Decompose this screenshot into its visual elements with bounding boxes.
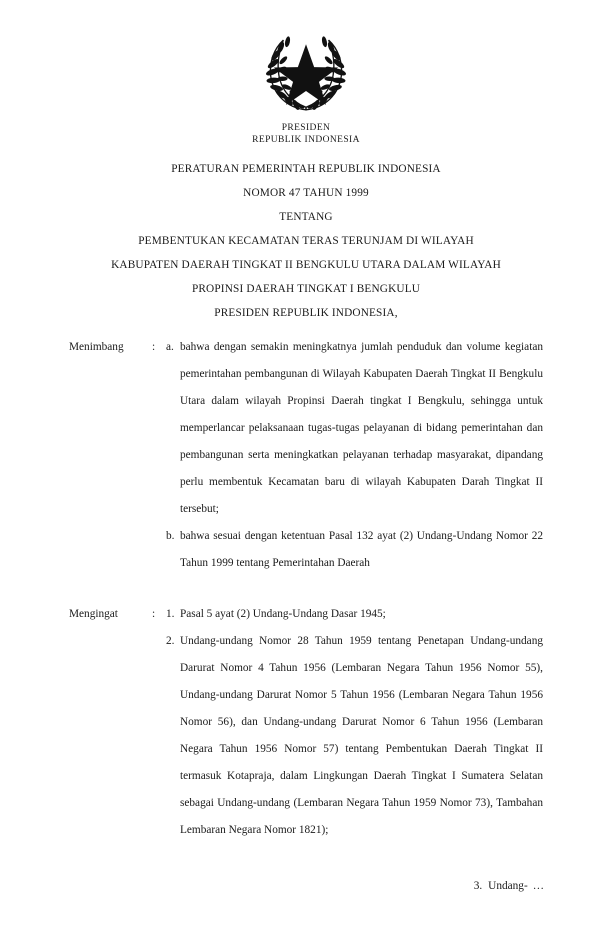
- title-issuer: PRESIDEN REPUBLIK INDONESIA,: [214, 307, 398, 319]
- catchword-number: 3.: [473, 880, 483, 892]
- menimbang-marker-b: b.: [166, 530, 175, 542]
- catchword-ellipsis: …: [532, 880, 545, 892]
- menimbang-label: Menimbang: [69, 341, 124, 353]
- emblem-caption-line2: REPUBLIK INDONESIA: [252, 135, 360, 145]
- mengingat-item-1: [69, 601, 543, 628]
- mengingat-section: [69, 601, 543, 844]
- mengingat-marker-2: 2.: [166, 635, 175, 647]
- menimbang-colon: :: [152, 341, 156, 353]
- menimbang-section: [69, 334, 543, 577]
- mengingat-text-1: Pasal 5 ayat (2) Undang-Undang Dasar 1945;: [180, 608, 386, 620]
- page-catchword: [0, 878, 545, 894]
- menimbang-item-b: [69, 523, 543, 577]
- title-regulation-type: PERATURAN PEMERINTAH REPUBLIK INDONESIA: [171, 163, 441, 175]
- emblem-caption-line1: PRESIDEN: [281, 123, 331, 133]
- menimbang-text-a: bahwa dengan semakin meningkatnya jumlah penduduk dan volume kegiatan pemerintahan pembangunan di Wilayah Kabupaten Daerah Tingkat II Bengkulu Utara dalam wilayah Propinsi Daerah tingkat I Bengkulu, sehingga untuk memperlancar pelaksanaan tugas-tugas pelayanan di bidang pemerintahan dan pembangunan serta meningkatkan pelayanan terhadap masyarakat, dipandang perlu membentuk Kecamatan baru di wilayah Kabupaten Darah Tingkat II tersebut;: [180, 341, 543, 515]
- menimbang-text-b: bahwa sesuai dengan ketentuan Pasal 132 ayat (2) Undang-Undang Nomor 22 Tahun 1999 tentang Pemerintahan Daerah: [180, 530, 543, 569]
- letterhead: [0, 30, 612, 146]
- title-subject-line1: PEMBENTUKAN KECAMATAN TERAS TERUNJAM DI WILAYAH: [138, 235, 474, 247]
- title-subject-line3: PROPINSI DAERAH TINGKAT I BENGKULU: [191, 283, 421, 295]
- indonesian-presidential-star-wreath-emblem: [263, 30, 349, 114]
- mengingat-item-2: [69, 628, 543, 844]
- menimbang-item-a: [69, 334, 543, 523]
- mengingat-text-2: Undang-undang Nomor 28 Tahun 1959 tentang Penetapan Undang-undang Darurat Nomor 4 Tahun 1956 (Lembaran Negara Tahun 1956 Nomor 55), Undang-undang Darurat Nomor 5 Tahun 1956 (Lembaran Negara Tahun 1956 Nomor 56), dan Undang-undang Darurat Nomor 6 Tahun 1956 (Lembaran Negara Tahun 1956 Nomor 57) tentang Pembentukan Daerah Tingkat II termasuk Kotapraja, dalam Lingkungan Daerah Tingkat I Sumatera Selatan sebagai Undang-undang (Lembaran Negara Tahun 1959 Nomor 73), Tambahan Lembaran Negara Nomor 1821);: [180, 635, 543, 836]
- mengingat-marker-1: 1.: [166, 608, 175, 620]
- catchword-word: Undang-: [488, 880, 528, 892]
- title-about-label: TENTANG: [279, 211, 333, 223]
- title-number-year: NOMOR 47 TAHUN 1999: [243, 187, 369, 199]
- mengingat-colon: :: [152, 608, 156, 620]
- menimbang-marker-a: a.: [166, 341, 174, 353]
- title-subject-line2: KABUPATEN DAERAH TINGKAT II BENGKULU UTARA DALAM WILAYAH: [111, 259, 501, 271]
- document-body: [69, 334, 543, 844]
- document-title-block: [36, 157, 576, 325]
- mengingat-label: Mengingat: [69, 608, 118, 620]
- emblem-caption: [0, 122, 612, 146]
